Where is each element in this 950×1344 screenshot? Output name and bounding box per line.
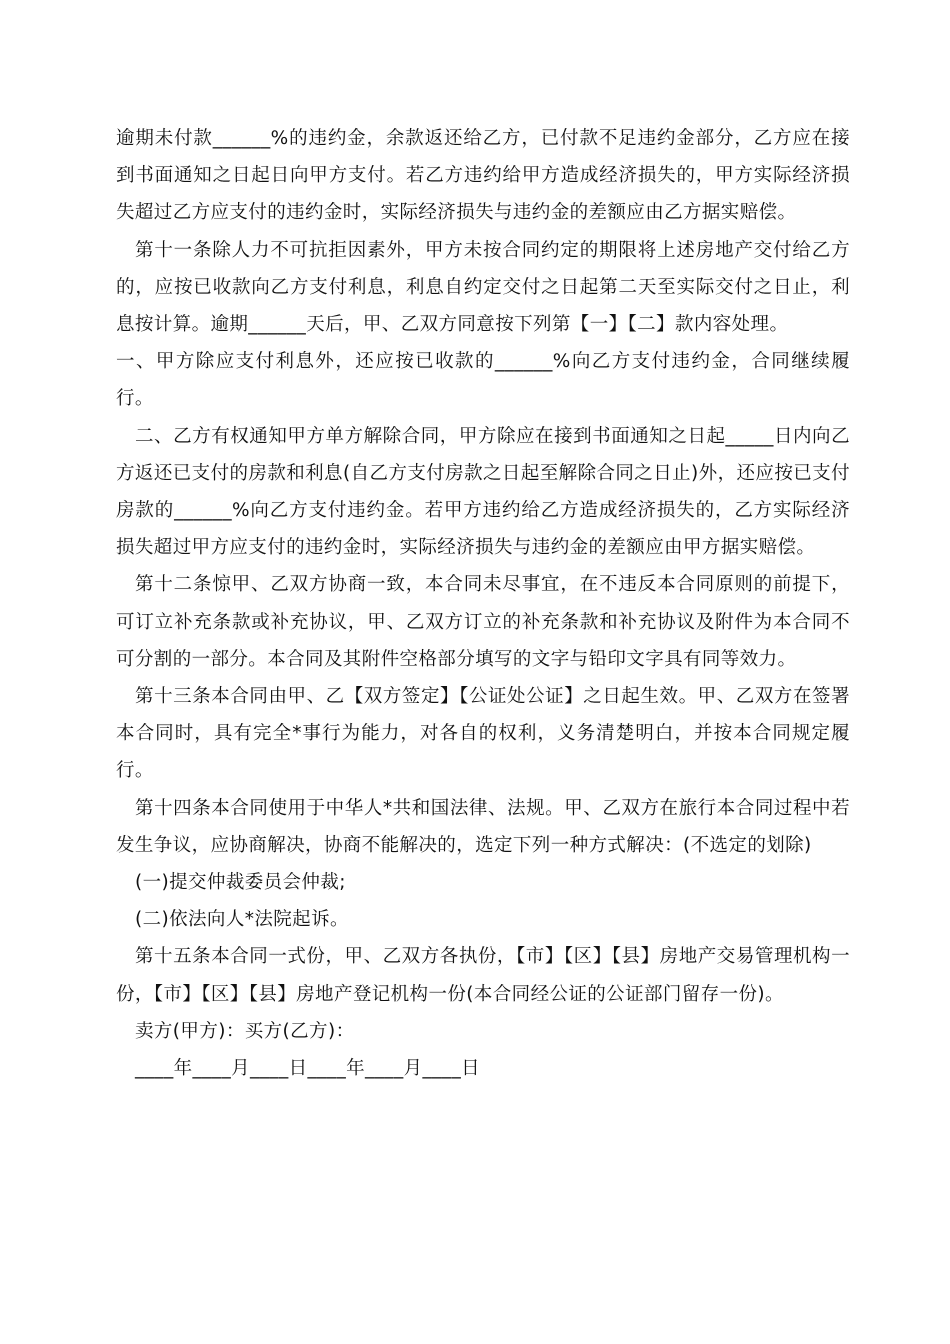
signature-parties-line: 卖方(甲方)：买方(乙方)： [135,1020,355,1042]
paragraph-article-15: 第十五条本合同一式份，甲、乙双方各执份，【市】【区】【县】房地产交易管理机构一份，【市】【区】【县】房地产登记机构一份(本合同经公证的公证部门留存一份)。 [116,946,850,1005]
paragraph-article-11: 第十一条除人力不可抗拒因素外，甲方未按合同约定的期限将上述房地产交付给乙方的，应按已收款向乙方支付利息，利息自约定交付之日起第二天至实际交付之日止，利息按计算。逾期______天后，甲、乙双方同意按下列第【一】【二】款内容处理。 [116,239,850,336]
paragraph-item-2: 二、乙方有权通知甲方单方解除合同，甲方除应在接到书面通知之日起_____日内向乙方返还已支付的房款和利息(自乙方支付房款之日起至解除合同之日止)外，还应按已支付房款的______%向乙方支付违约金。若甲方违约给乙方造成经济损失的，乙方实际经济损失超过甲方应支付的违约金时，实际经济损失与违约金的差额应由甲方据实赔偿。 [116,425,850,559]
paragraph-item-1: 一、甲方除应支付利息外，还应按已收款的______%向乙方支付违约金，合同继续履行。 [116,351,850,410]
paragraph-article-13: 第十三条本合同由甲、乙【双方签定】【公证处公证】之日起生效。甲、乙双方在签署本合同时，具有完全*事行为能力，对各自的权利，义务清楚明白，并按本合同规定履行。 [116,686,850,782]
paragraph-overdue-payment: 逾期未付款______%的违约金，余款返还给乙方，已付款不足违约金部分，乙方应在接到书面通知之日起日向甲方支付。若乙方违约给甲方造成经济损失的，甲方实际经济损失超过乙方应支付的违约金时，实际经济损失与违约金的差额应由乙方据实赔偿。 [116,128,850,224]
paragraph-option-court: (二)依法向人*法院起诉。 [135,909,349,931]
paragraph-article-12: 第十二条惊甲、乙双方协商一致，本合同未尽事宜，在不违反本合同原则的前提下，可订立补充条款或补充协议，甲、乙双方订立的补充条款和补充协议及附件为本合同不可分割的一部分。本合同及其附件空格部分填写的文字与铅印文字具有同等效力。 [116,574,850,670]
signature-date-line: ____年____月____日____年____月____日 [135,1058,481,1080]
paragraph-option-arbitration: (一)提交仲裁委员会仲裁; [135,872,346,894]
contract-body [116,120,850,1087]
paragraph-article-14: 第十四条本合同使用于中华人*共和国法律、法规。甲、乙双方在旅行本合同过程中若发生争议，应协商解决，协商不能解决的，选定下列一种方式解决：(不选定的划除) [116,797,850,856]
